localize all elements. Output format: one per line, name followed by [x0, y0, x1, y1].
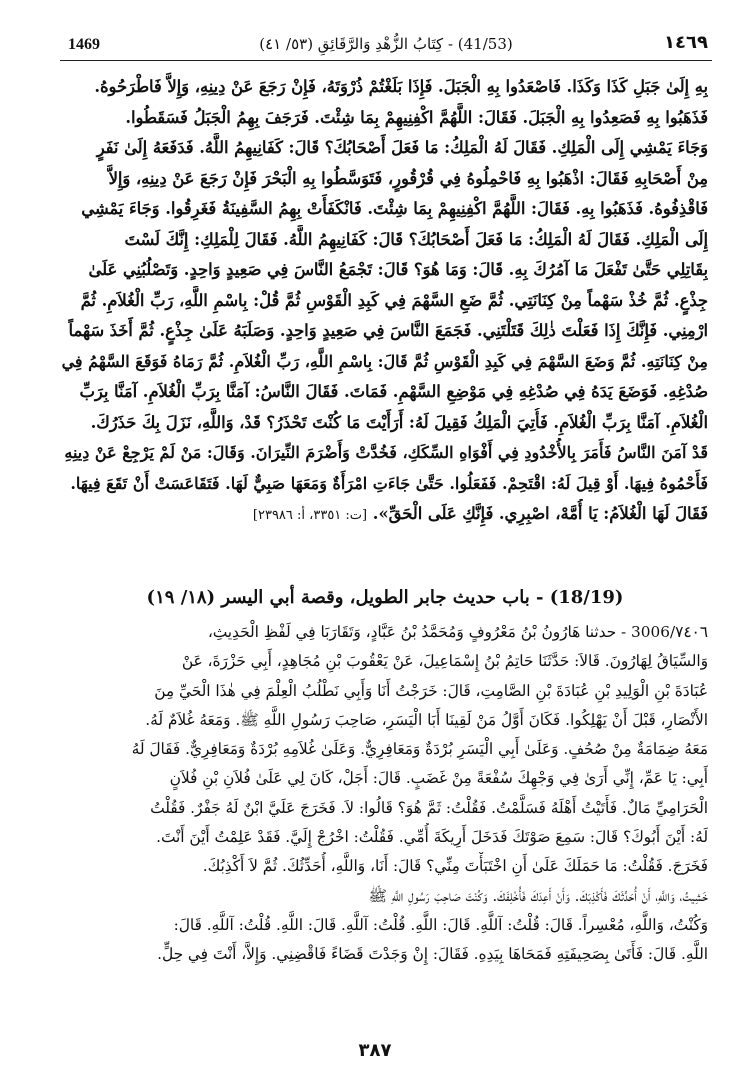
story-line: الْغُلاَمِ. آمَنَّا بِرَبِّ الْغُلاَمِ. فَأُتِيَ الْمَلِكُ فَقِيلَ لَهُ: أَرَأَيْتَ مَا كُنْتَ تَحْذَرُ؟ قَدْ، وَاللَّهِ، نَزَلَ بِكَ حَذَرُكَ. [90, 412, 708, 432]
hadith-line: مَعَهُ ضِمَامَةٌ مِنْ صُحُفٍ. وَعَلَىٰ أَبِي الْيَسَرِ بُرْدَةٌ وَمَعَافِرِيٌّ. وَعَلَىٰ غُلاَمِهِ بُرْدَةٌ وَمَعَافِرِيٌّ. فَقَالَ لَهُ [131, 740, 708, 759]
hadith-line: الأَنْصَارِ، قَبْلَ أَنْ يَهْلِكُوا. فَكَانَ أَوَّلُ مَنْ لَقِينَا أَبَا الْيَسَرِ، صَاحِبَ رَسُولِ اللَّهِ ﷺ. وَمَعَهُ غُلاَمٌ لَهُ. [145, 710, 708, 729]
story-line: فَذَهَبُوا بِهِ فَصَعِدُوا بِهِ الْجَبَلَ. فَقَالَ: اللَّهُمَّ اكْفِنِيهِمْ بِمَا شِئْتَ. فَرَجَفَ بِهِمُ الْجَبَلُ فَسَقَطُوا. [125, 107, 708, 127]
story-line: بِقَاتِلِي حَتَّىٰ تَفْعَلَ مَا آمُرُكَ بِهِ. قَالَ: وَمَا هُوَ؟ قَالَ: تَجْمَعُ النَّاسَ فِي صَعِيدٍ وَاحِدٍ. وَتَصْلُبُنِي عَلَىٰ [88, 260, 708, 279]
story-line: وَجَاءَ يَمْشِي إِلَى الْمَلِكِ. فَقَالَ لَهُ الْمَلِكُ: مَا فَعَلَ أَصْحَابُكَ؟ قَالَ: كَفَانِيهِمُ اللَّهُ. فَدَفَعَهُ إِلَىٰ نَفَرٍ [96, 138, 708, 157]
story-line: بِهِ إِلَىٰ جَبَلِ كَذَا وَكَذَا. فَاصْعَدُوا بِهِ الْجَبَلَ. فَإِذَا بَلَغْتُمْ ذُرْوَتَهُ، فَإِنْ رَجَعَ عَنْ دِينِهِ، وَإِلاَّ فَاطْرَحُوهُ. [94, 77, 708, 96]
page-header [60, 30, 712, 61]
hadith-line: لَهُ: أَيْنَ أَبُوكَ؟ قَالَ: سَمِعَ صَوْتَكَ فَدَخَلَ أَرِيكَةَ أُمِّي. فَقُلْتُ: اخْرُجْ إِلَيَّ. فَقَدْ عَلِمْتُ أَيْنَ أَنْتَ. [156, 828, 708, 847]
cross-reference: [ت: ٣٣٥١، أ: ٢٣٩٨٦] [252, 508, 368, 523]
running-title: (41/53) - كِتَابُ الزُّهْدِ وَالرَّقَائِقِ (٥٣/ ٤١) [259, 35, 513, 53]
hadith-line: فَخَرَجَ. فَقُلْتُ: مَا حَمَلَكَ عَلَىٰ أَنِ اخْتَبَأْتَ مِنِّي؟ قَالَ: أَنَا، وَاللَّهِ، أُحَدِّثُكَ. ثُمَّ لاَ أَكْذِبُكَ. [202, 857, 708, 876]
story-line: مِنْ كِنَانَتِهِ. ثُمَّ وَضَعَ السَّهْمَ فِي كَبِدِ الْقَوْسِ ثُمَّ قَالَ: بِاسْمِ اللَّهِ، رَبِّ الْغُلاَمِ. ثُمَّ رَمَاهُ فَوَقَعَ السَّهْمُ فِي [62, 351, 708, 371]
story-line: فَأَحْمُوهُ فِيهَا. أَوْ قِيلَ لَهُ: اقْتَحِمْ. فَفَعَلُوا. حَتَّىٰ جَاءَتِ امْرَأَةٌ وَمَعَهَا صَبِيٌّ لَهَا. فَتَقَاعَسَتْ أَنْ تَقَعَ فِيهَا. [70, 473, 708, 493]
hadith-line: عُبَادَةَ بْنِ الْوَلِيدِ بْنِ عُبَادَةَ بْنِ الصَّامِتِ، قَالَ: خَرَجْتُ أَنَا وَأَبِي نَطْلُبُ الْعِلْمَ فِي هٰذَا الْحَيِّ مِنَ [154, 681, 708, 700]
story-line: قَدْ آمَنَ النَّاسُ فَأَمَرَ بِالأُخْدُودِ فِي أَفْوَاهِ السِّكَكِ، فَخُدَّتْ وَأَضْرَمَ النِّيرَانَ. وَقَالَ: مَنْ لَمْ يَرْجِعْ عَنْ دِينِهِ [64, 443, 708, 462]
page-number-arabic: ١٤٦٩ [664, 32, 708, 53]
hadith-line: ٧٤٠٦/3006 - حدثنا هَارُونُ بْنُ مَعْرُوفٍ وَمُحَمَّدُ بْنُ عَبَّادٍ، وَتَقَارَبَا فِي لَفْظِ الْحَدِيثِ، [207, 623, 708, 641]
story-last-line [62, 499, 708, 530]
hadith-line: خَشِيتُ، وَاللَّهِ، أَنْ أُحَدِّثَكَ فَأَكْذِبَكَ. وَأَنْ أَعِدَكَ فَأُخْلِفَكَ. وَكُنْتَ صَاحِبَ رَسُولِ اللَّهِ ﷺ [368, 886, 708, 905]
hadith-line: اللَّهِ. قَالَ: فَأَتَىٰ بِصَحِيفَتِهِ فَمَحَاهَا بِيَدِهِ. فَقَالَ: إِنْ وَجَدْتَ قَضَاءً فَاقْضِنِي. وَإِلاَّ، أَنْتَ فِي حِلٍّ. [157, 945, 708, 964]
story-line: ارْمِنِي. فَإِنَّكَ إِذَا فَعَلْتَ ذٰلِكَ قَتَلْتَنِي. فَجَمَعَ النَّاسَ فِي صَعِيدٍ وَاحِدٍ. وَصَلَبَهُ عَلَىٰ جِذْعٍ. ثُمَّ أَخَذَ سَهْماً [68, 321, 708, 340]
footer-page-number: ٣٨٧ [358, 1040, 392, 1061]
chapter-heading: (18/19) - باب حديث جابر الطويل، وقصة أبي اليسر (١٨/ ١٩) [146, 587, 624, 608]
story-line: مِنْ أَصْحَابِهِ فَقَالَ: اذْهَبُوا بِهِ فَاحْمِلُوهُ فِي قُرْقُورٍ، فَتَوَسَّطُوا بِهِ الْبَحْرَ فَإِنْ رَجَعَ عَنْ دِينِهِ، وَإِلاَّ [108, 168, 708, 188]
story-line: جِذْعٍ. ثُمَّ خُذْ سَهْماً مِنْ كِنَانَتِي. ثُمَّ ضَعِ السَّهْمَ فِي كَبِدِ الْقَوْسِ ثُمَّ قُلْ: بِاسْمِ اللَّهِ، رَبِّ الْغُلاَمِ. ثُمَّ [80, 290, 708, 310]
page-number-latin: 1469 [68, 36, 100, 53]
hadith-line: الْحَرَامِيِّ مَالٌ. فَأَتَيْتُ أَهْلَهُ فَسَلَّمْتُ. فَقُلْتُ: ثَمَّ هُوَ؟ قَالُوا: لاَ. فَخَرَجَ عَلَيَّ ابْنٌ لَهُ جَفْرٌ. فَقُلْتُ [150, 798, 708, 817]
story-closing-text: فَقَالَ لَهَا الْغُلاَمُ: يَا أُمَّهْ، اصْبِرِي. فَإِنَّكِ عَلَى الْحَقِّ». [372, 504, 708, 523]
hadith-line: وَالسِّيَاقُ لِهَارُونَ. قَالاَ: حَدَّثَنَا حَاتِمُ بْنُ إِسْمَاعِيلَ، عَنْ يَعْقُوبَ بْنِ مُجَاهِدٍ، أَبِي حَزْرَةَ، عَنْ [181, 652, 708, 671]
story-line: فَاقْذِفُوهُ. فَذَهَبُوا بِهِ. فَقَالَ: اللَّهُمَّ اكْفِنِيهِمْ بِمَا شِئْتَ. فَانْكَفَأَتْ بِهِمُ السَّفِينَةُ فَغَرِقُوا. وَجَاءَ يَمْشِي [81, 199, 708, 218]
hadith-text [62, 618, 708, 970]
story-line: إِلَى الْمَلِكِ. فَقَالَ لَهُ الْمَلِكُ: مَا فَعَلَ أَصْحَابُكَ؟ قَالَ: كَفَانِيهِمُ اللَّهُ. فَقَالَ لِلْمَلِكِ: إِنَّكَ لَسْتَ [124, 229, 708, 249]
hadith-line: وَكُنْتُ، وَاللَّهِ، مُعْسِراً. قَالَ: قُلْتُ: آللَّهِ. قَالَ: اللَّهِ. قُلْتُ: آللَّهِ. قَالَ: اللَّهِ. قُلْتُ: آللَّهِ. قَالَ: [173, 915, 708, 934]
story-line: صُدْغِهِ. فَوَضَعَ يَدَهُ فِي صُدْغِهِ فِي مَوْضِعِ السَّهْمِ. فَمَاتَ. فَقَالَ النَّاسُ: آمَنَّا بِرَبِّ الْغُلاَمِ. آمَنَّا بِرَبِّ [79, 382, 708, 401]
hadith-line: أَبِي: يَا عَمِّ، إِنِّي أَرَىٰ فِي وَجْهِكَ سُفْعَةً مِنْ غَضَبٍ. قَالَ: أَجَلْ، كَانَ لِي عَلَىٰ فُلاَنِ بْنِ فُلاَنٍ [169, 769, 708, 788]
story-text [62, 72, 708, 530]
